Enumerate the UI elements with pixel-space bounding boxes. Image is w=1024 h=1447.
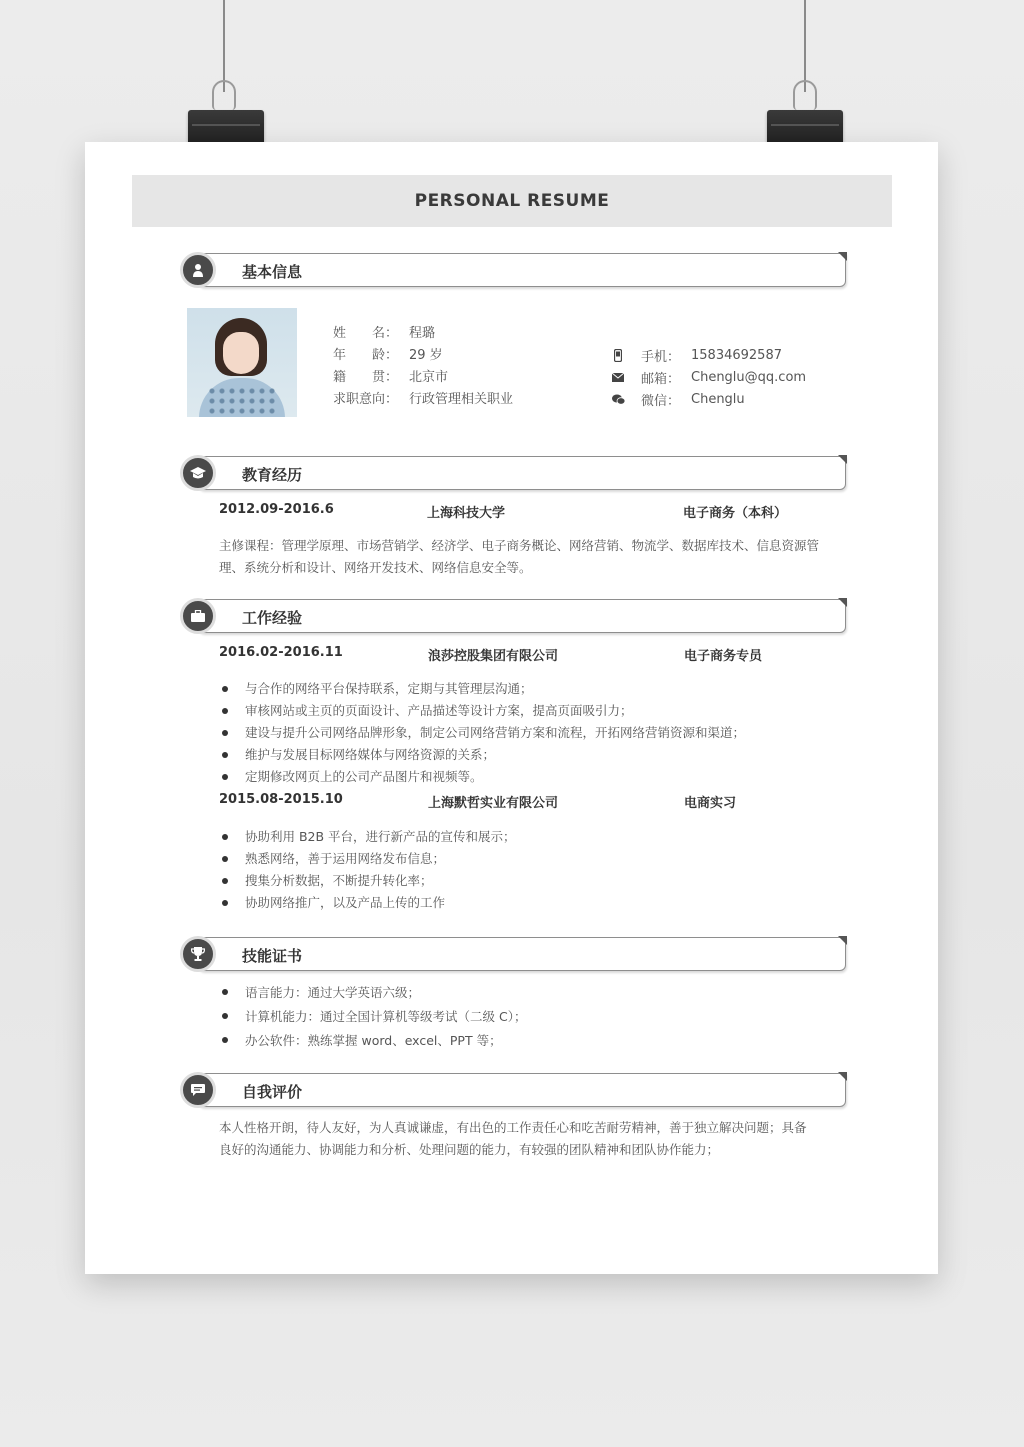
list-item: 建设与提升公司网络品牌形象，制定公司网络营销方案和流程，开拓网络营销资源和渠道； [219, 722, 839, 744]
resume-title: PERSONAL RESUME [414, 191, 610, 211]
section-header-self [180, 1073, 846, 1109]
section-header-work [180, 599, 846, 635]
section-title-basic: 基本信息 [242, 263, 303, 281]
title-bar [132, 175, 892, 227]
list-item: 搜集分析数据，不断提升转化率； [219, 870, 839, 892]
skills-list [219, 981, 839, 1053]
profile-photo [187, 308, 297, 417]
section-title-work: 工作经验 [242, 609, 303, 627]
wechat-icon [611, 393, 625, 407]
hanging-wire-left [223, 0, 225, 92]
graduation-cap-icon [180, 455, 216, 491]
work-entry-1: 2016.02-2016.11 浪莎控股集团有限公司 电子商务专员 [219, 645, 763, 664]
list-item: 协助利用 B2B 平台，进行新产品的宣传和展示； [219, 826, 839, 848]
self-evaluation: 本人性格开朗，待人友好，为人真诚谦虚，有出色的工作责任心和吃苦耐劳精神，善于独立解决问题；具备 良好的沟通能力、协调能力和分析、处理问题的能力，有较强的团队精神和团队协作能力； [219, 1120, 807, 1157]
list-item: 办公软件：熟练掌握 word、excel、PPT 等； [219, 1029, 839, 1053]
info-age: 年 龄： 29 岁 [333, 348, 443, 363]
info-origin: 籍 贯： 北京市 [333, 370, 449, 385]
list-item: 定期修改网页上的公司产品图片和视频等。 [219, 766, 839, 788]
list-item: 与合作的网络平台保持联系，定期与其管理层沟通； [219, 678, 839, 700]
contact-wechat: 微信： Chenglu [611, 390, 745, 409]
section-header-basic [180, 253, 846, 289]
clip-ring-left [212, 80, 236, 110]
work-1-duties [219, 678, 839, 788]
section-header-education [180, 456, 846, 492]
mail-icon [611, 371, 625, 385]
hanging-wire-right [804, 0, 806, 92]
watermark: 图创 [697, 1135, 805, 1236]
education-courses: 主修课程：管理学原理、市场营销学、经济学、电子商务概论、网络营销、物流学、数据库技术、信息资源管 理、系统分析和设计、网络开发技术、网络信息安全等。 [219, 538, 820, 575]
trophy-icon [180, 936, 216, 972]
list-item: 维护与发展目标网络媒体与网络资源的关系； [219, 744, 839, 766]
section-title-self: 自我评价 [242, 1083, 303, 1101]
info-name: 姓 名： 程璐 [333, 326, 436, 341]
list-item: 审核网站或主页的页面设计、产品描述等设计方案，提高页面吸引力； [219, 700, 839, 722]
list-item: 计算机能力：通过全国计算机等级考试（二级 C）； [219, 1005, 839, 1029]
briefcase-icon [180, 598, 216, 634]
person-icon [180, 252, 216, 288]
clip-ring-right [793, 80, 817, 110]
contact-phone: 手机： 15834692587 [611, 346, 782, 365]
list-item: 熟悉网络，善于运用网络发布信息； [219, 848, 839, 870]
resume-paper [85, 142, 938, 1274]
section-header-skills [180, 937, 846, 973]
phone-icon [611, 349, 625, 363]
contact-email: 邮箱： Chenglu@qq.com [611, 368, 806, 387]
section-title-education: 教育经历 [242, 466, 303, 484]
list-item: 语言能力：通过大学英语六级； [219, 981, 839, 1005]
comment-icon [180, 1072, 216, 1108]
section-title-skills: 技能证书 [242, 947, 303, 965]
work-entry-2: 2015.08-2015.10 上海默哲实业有限公司 电商实习 [219, 792, 737, 811]
info-intent: 求职意向： 行政管理相关职业 [333, 392, 514, 407]
list-item: 协助网络推广，以及产品上传的工作 [219, 892, 839, 914]
education-entry: 2012.09-2016.6 上海科技大学 电子商务（本科） [219, 502, 788, 521]
work-2-duties [219, 826, 839, 914]
